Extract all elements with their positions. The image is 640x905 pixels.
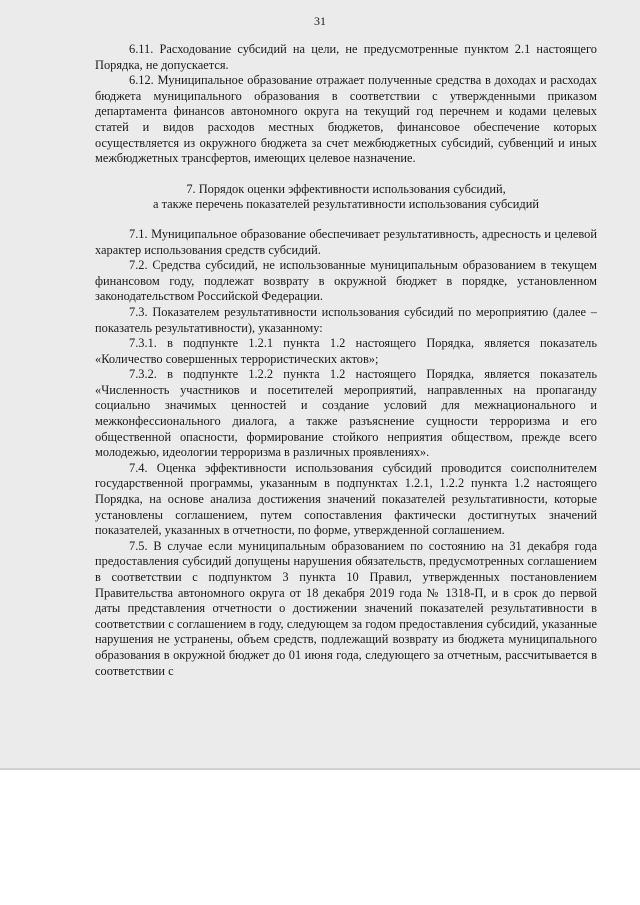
paragraph-7-3: 7.3. Показателем результативности использования субсидий по мероприятию (далее – показатель результативности), указанному: <box>95 304 597 335</box>
paragraph-7-3-1: 7.3.1. в подпункте 1.2.1 пункта 1.2 настоящего Порядка, является показатель «Количество совершенных террористических актов»; <box>95 336 597 366</box>
paragraph-7-3-2: 7.3.2. в подпункте 1.2.2 пункта 1.2 настоящего Порядка, является показатель «Численность участников и посетителей мероприятий, направленных на пропаганду социально значимых ценностей и создание условий для межнационального и межконфессионального диалога, а также разъяснение сущности терроризма и его общественной опасности, формирование стойкого неприятия обществом, прежде всего молодежью, идеологии терроризма в различных проявлениях». <box>95 367 597 460</box>
paragraph-7-2: 7.2. Средства субсидий, не использованные муниципальным образованием в текущем финансовом году, подлежат возврату в окружной бюджет в порядке, установленном законодательством Российской Федерации. <box>95 258 597 304</box>
page-number: 31 <box>314 14 326 28</box>
section-7-heading-line-2: а также перечень показателей результативности использования субсидий <box>152 197 540 212</box>
paragraph-7-5: 7.5. В случае если муниципальным образованием по состоянию на 31 декабря года предоставления субсидий допущены нарушения обязательств, предусмотренных соглашением в соответствии с подпунктом 3 пункта 10 Правил, утвержденных постановлением Правительства автономного округа от 18 декабря 2019 года № 1318-П, и в срок до первой даты представления отчетности о достижении значений показателей результативности в соответствии с соглашением в году, следующем за годом предоставления субсидий, указанные нарушения не устранены, объем средств, подлежащий возврату из бюджета муниципального образования в окружной бюджет до 01 июня года, следующего за отчетным, рассчитывается в соответствии с <box>95 538 597 678</box>
section-7-heading-line-1: 7. Порядок оценки эффективности использования субсидий, <box>186 181 506 196</box>
paragraph-6-12: 6.12. Муниципальное образование отражает полученные средства в доходах и расходах бюджета муниципального образования в соответствии с утвержденными приказом департамента финансов автономного округа на текущий год перечнем и кодами целевых статей и видов расходов местных бюджетов, финансовое обеспечение которых осуществляется из окружного бюджета за счет межбюджетных субсидий, субвенций и иных межбюджетных трансфертов, имеющих целевое назначение. <box>95 73 597 166</box>
paragraph-7-1: 7.1. Муниципальное образование обеспечивает результативность, адресность и целевой характер использования средств субсидий. <box>95 226 597 257</box>
paragraph-6-11: 6.11. Расходование субсидий на цели, не предусмотренные пунктом 2.1 настоящего Порядка, не допускается. <box>95 42 597 72</box>
blank-area <box>0 770 640 905</box>
section-7-heading <box>95 182 597 213</box>
paragraph-7-4: 7.4. Оценка эффективности использования субсидий проводится соисполнителем государственной программы, указанным в подпунктах 1.2.1, 1.2.2 пункта 1.2 настоящего Порядка, на основе анализа достижения значений показателей результативности, которые установлены соглашением, путем сопоставления фактически достигнутых значений показателей, указанных в отчетности, по форме, утвержденной соглашением. <box>95 460 597 538</box>
document-body <box>95 42 597 679</box>
